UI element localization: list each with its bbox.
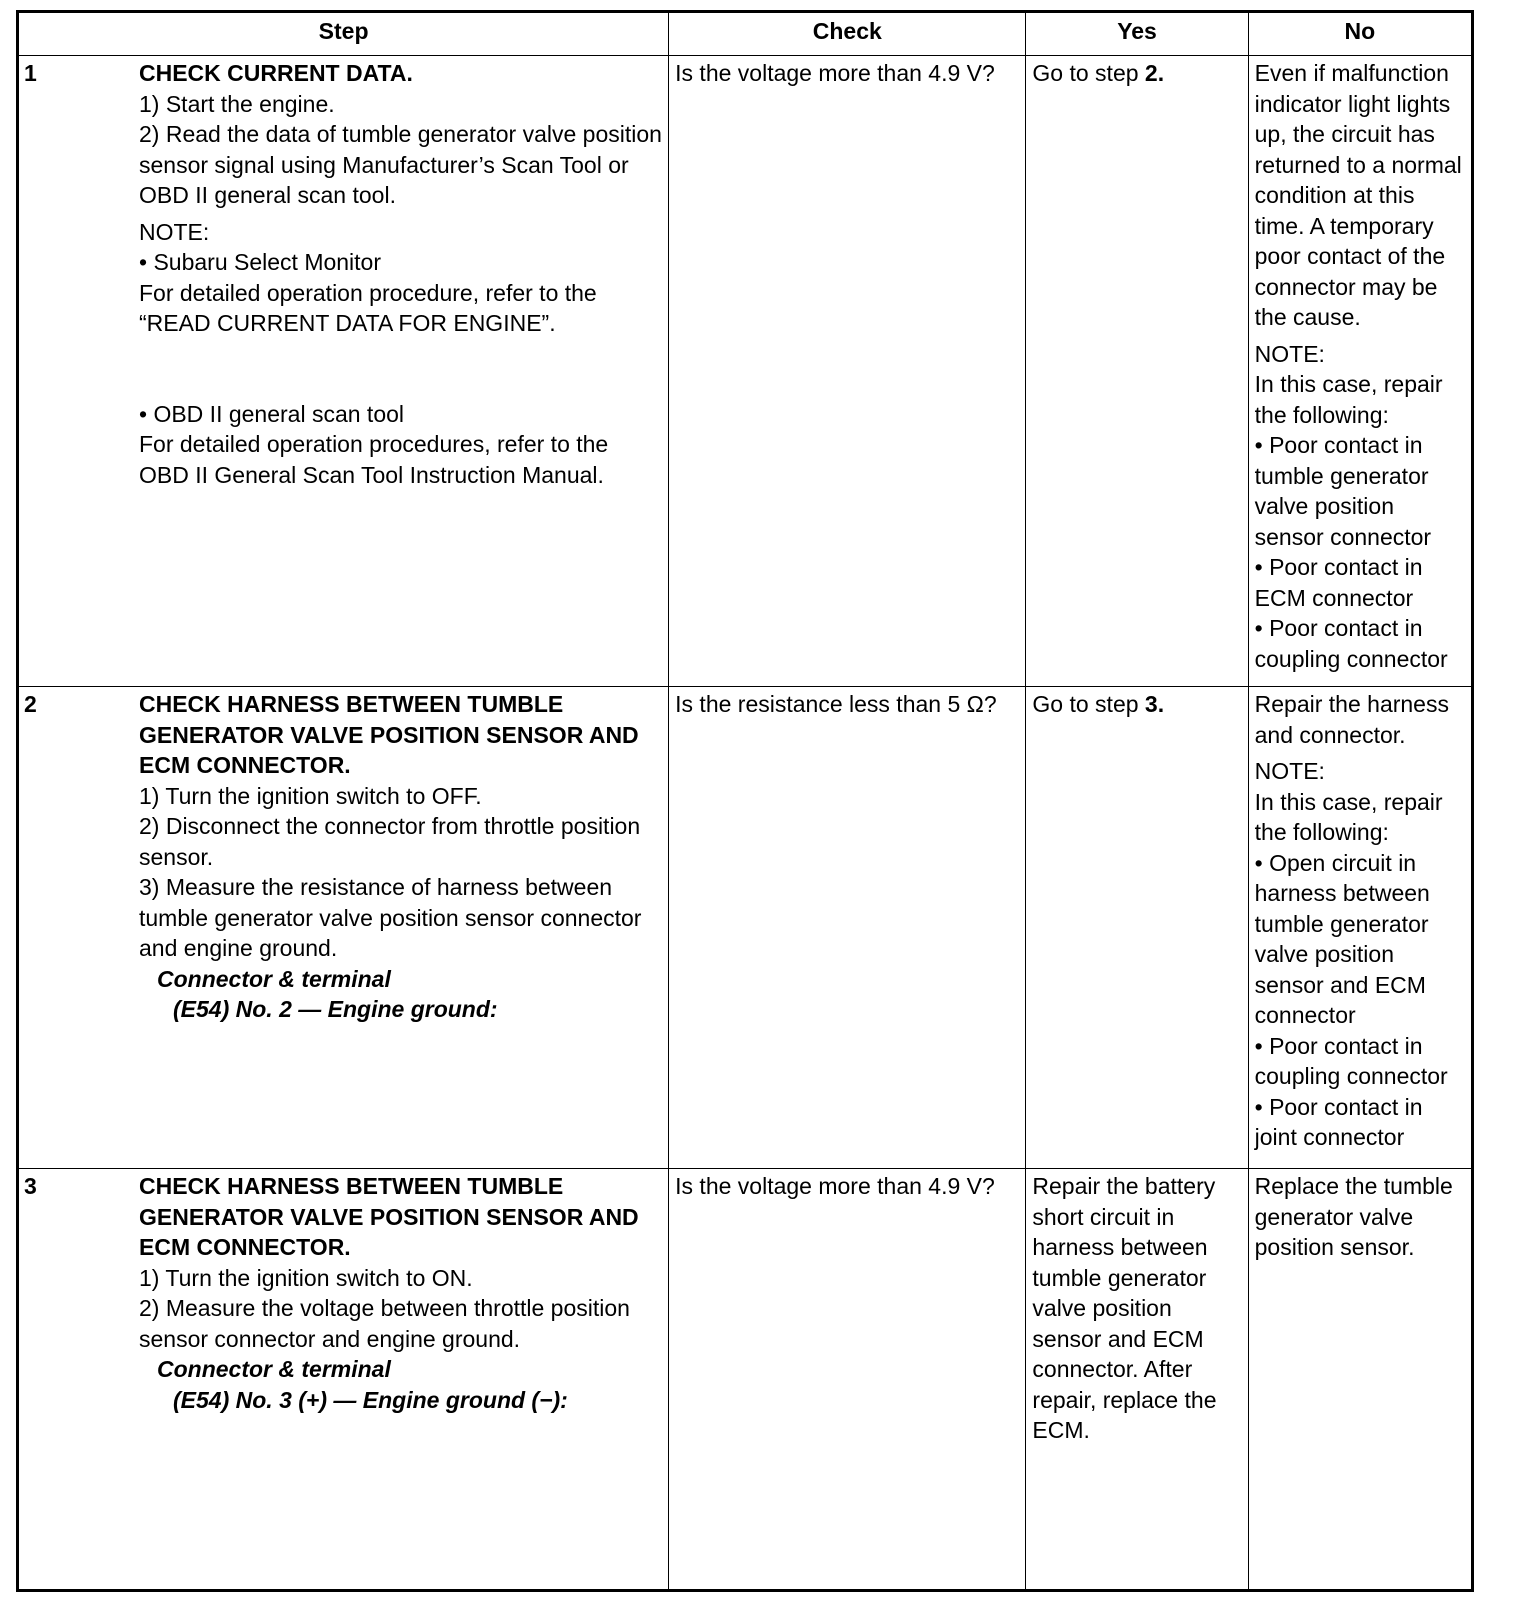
note-label: NOTE:	[1254, 758, 1325, 784]
no-cell	[1248, 687, 1472, 1169]
step-number: 1	[24, 60, 37, 86]
step-instruction: 3) Measure the resistance of harness between tumble generator valve position sensor connector and engine ground.	[139, 874, 642, 961]
header-yes: Yes	[1026, 12, 1248, 56]
note-text: For detailed operation procedures, refer to the OBD II General Scan Tool Instruction Manual.	[139, 431, 609, 488]
note-bullet: • Poor contact in tumble generator valve position sensor connector	[1254, 432, 1432, 550]
step-instruction: 1) Start the engine.	[139, 90, 335, 117]
check-cell: Is the voltage more than 4.9 V?	[669, 1169, 1026, 1591]
connector-label: Connector & terminal	[157, 965, 391, 992]
header-check: Check	[669, 12, 1026, 56]
table-row	[18, 1169, 1473, 1591]
note-text: In this case, repair the following:	[1254, 371, 1443, 428]
header-step: Step	[18, 12, 669, 56]
step-number: 2	[24, 691, 37, 717]
header-no: No	[1248, 12, 1472, 56]
yes-cell: Repair the battery short circuit in harness between tumble generator valve position sensor and ECM connector. After repair, replace the ECM.	[1026, 1169, 1248, 1591]
note-bullet: • Poor contact in coupling connector	[1254, 1032, 1448, 1089]
step-body	[139, 58, 664, 490]
yes-cell	[1026, 56, 1248, 687]
step-instruction: 2) Disconnect the connector from throttle position sensor.	[139, 813, 641, 870]
note-bullet: • Poor contact in coupling connector	[1254, 615, 1448, 672]
yes-cell	[1026, 687, 1248, 1169]
no-text: Repair the harness and connector.	[1254, 691, 1449, 748]
step-title: CHECK HARNESS BETWEEN TUMBLE GENERATOR VALVE POSITION SENSOR AND ECM CONNECTOR.	[139, 691, 639, 778]
step-cell	[18, 687, 669, 1169]
yes-text: Go to step	[1032, 60, 1145, 86]
check-cell: Is the resistance less than 5 Ω?	[669, 687, 1026, 1169]
step-cell	[18, 56, 669, 687]
note-bullet: • Poor contact in ECM connector	[1254, 554, 1423, 611]
step-title: CHECK CURRENT DATA.	[139, 60, 413, 86]
step-instruction: 2) Measure the voltage between throttle position sensor connector and engine ground.	[139, 1295, 630, 1352]
no-cell: Replace the tumble generator valve position sensor.	[1248, 1169, 1472, 1591]
note-text: In this case, repair the following:	[1254, 788, 1443, 845]
connector-label: Connector & terminal	[157, 1356, 391, 1382]
yes-text: Go to step	[1032, 691, 1145, 717]
note-bullet: • Open circuit in harness between tumble generator valve position sensor and ECM connector	[1254, 849, 1430, 1028]
step-instruction: 1) Turn the ignition switch to OFF.	[139, 782, 482, 809]
step-title: CHECK HARNESS BETWEEN TUMBLE GENERATOR VALVE POSITION SENSOR AND ECM CONNECTOR.	[139, 1173, 639, 1260]
step-instruction: 2) Read the data of tumble generator valve position sensor signal using Manufacturer’s Scan Tool or OBD II general scan tool.	[139, 121, 662, 208]
step-body	[139, 1171, 664, 1415]
table-row	[18, 56, 1473, 687]
step-number: 3	[24, 1173, 37, 1199]
connector-terminal: (E54) No. 2 — Engine ground:	[173, 996, 498, 1022]
note-bullet: • Subaru Select Monitor	[139, 249, 382, 275]
connector-terminal: (E54) No. 3 (+) — Engine ground (−):	[173, 1386, 568, 1413]
note-text: For detailed operation procedure, refer to the “READ CURRENT DATA FOR ENGINE”.	[139, 279, 597, 336]
spacer	[139, 339, 664, 399]
check-cell: Is the voltage more than 4.9 V?	[669, 56, 1026, 687]
step-instruction: 1) Turn the ignition switch to ON.	[139, 1264, 473, 1291]
no-cell	[1248, 56, 1472, 687]
note-label: NOTE:	[139, 218, 210, 245]
header-row	[18, 12, 1473, 56]
yes-step-ref: 3.	[1144, 691, 1165, 717]
note-bullet: • Poor contact in joint connector	[1254, 1093, 1423, 1150]
step-cell	[18, 1169, 669, 1591]
table-row	[18, 687, 1473, 1169]
note-bullet: • OBD II general scan tool	[139, 400, 405, 427]
diagnostic-procedure-table	[16, 10, 1474, 1592]
note-label: NOTE:	[1254, 340, 1325, 367]
yes-step-ref: 2.	[1144, 60, 1165, 86]
step-body	[139, 689, 664, 1025]
no-text: Even if malfunction indicator light lights up, the circuit has returned to a normal condition at this time. A temporary poor contact of the connector may be the cause.	[1254, 60, 1462, 330]
